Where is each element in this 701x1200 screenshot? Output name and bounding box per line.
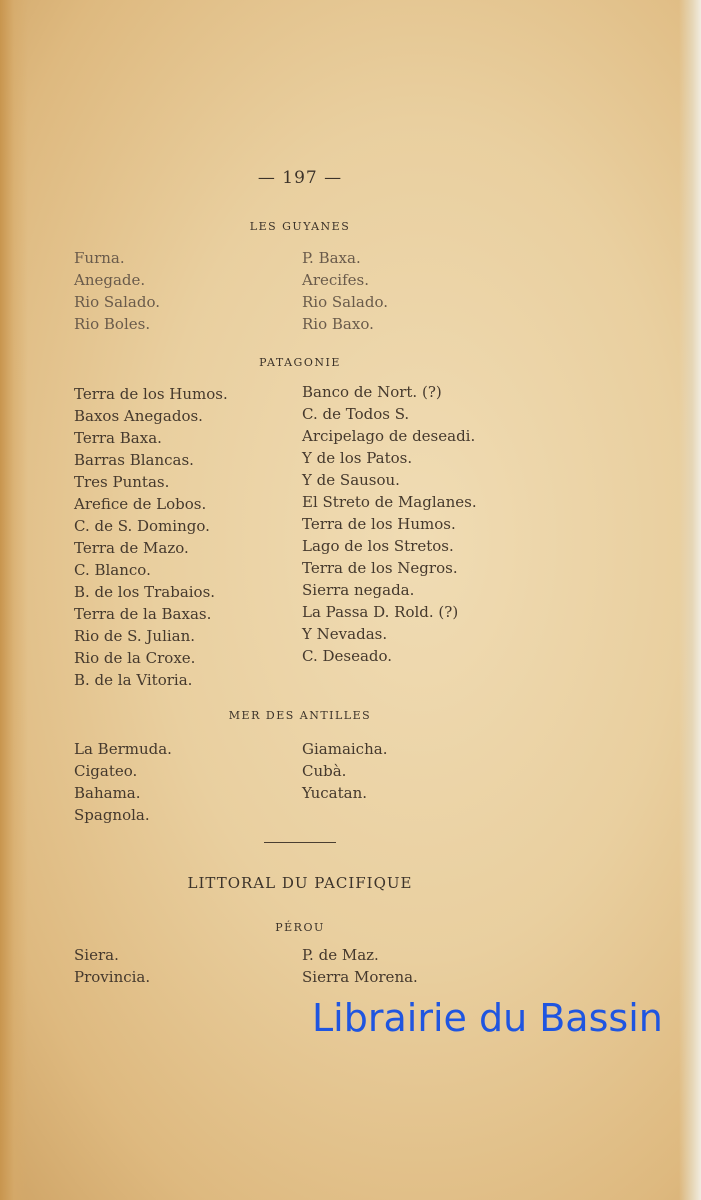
heading-guyanes: LES GUYANES: [249, 220, 351, 233]
list-item: Y de Sausou.: [302, 471, 400, 489]
list-item: Y Nevadas.: [302, 625, 388, 643]
list-item: Banco de Nort. (?): [302, 383, 442, 401]
list-item: Barras Blancas.: [74, 451, 194, 469]
list-item: Y de los Patos.: [302, 449, 413, 467]
list-item: Terra de los Humos.: [74, 385, 228, 403]
page-number: — 197 —: [257, 168, 343, 188]
list-item: Tres Puntas.: [74, 473, 170, 491]
heading-littoral-pacifique: LITTORAL DU PACIFIQUE: [187, 874, 413, 892]
list-item: Bahama.: [74, 784, 141, 802]
list-item: B. de la Vitoria.: [74, 671, 193, 689]
list-item: Arecifes.: [302, 271, 369, 289]
watermark-text: Librairie du Bassin: [312, 996, 663, 1040]
list-item: P. Baxa.: [302, 249, 361, 267]
heading-perou: PÉROU: [275, 921, 325, 934]
list-item: La Bermuda.: [74, 740, 172, 758]
list-item: C. de S. Domingo.: [74, 517, 210, 535]
page-edge-right: [679, 0, 701, 1200]
list-item: Rio Baxo.: [302, 315, 374, 333]
list-item: Furna.: [74, 249, 125, 267]
list-item: Rio Boles.: [74, 315, 151, 333]
list-item: P. de Maz.: [302, 946, 379, 964]
list-item: Arcipelago de deseadi.: [302, 427, 476, 445]
list-item: Sierra negada.: [302, 581, 415, 599]
list-item: Terra de los Humos.: [302, 515, 456, 533]
guyanes-right-column: [302, 247, 388, 335]
section-divider: [264, 842, 336, 843]
guyanes-left-column: [74, 247, 160, 335]
list-item: Rio de la Croxe.: [74, 649, 196, 667]
list-item: El Streto de Maglanes.: [302, 493, 477, 511]
list-item: Terra de los Negros.: [302, 559, 458, 577]
list-item: Spagnola.: [74, 806, 150, 824]
list-item: Terra Baxa.: [74, 429, 162, 447]
list-item: Arefice de Lobos.: [74, 495, 207, 513]
list-item: Rio de S. Julian.: [74, 627, 196, 645]
list-item: C. de Todos S.: [302, 405, 410, 423]
patagonie-right-column: [302, 381, 477, 667]
list-item: Provincia.: [74, 968, 151, 986]
list-item: Cigateo.: [74, 762, 138, 780]
list-item: Yucatan.: [302, 784, 368, 802]
patagonie-left-column: [74, 383, 228, 691]
list-item: C. Blanco.: [74, 561, 151, 579]
list-item: Terra de la Baxas.: [74, 605, 212, 623]
list-item: B. de los Trabaios.: [74, 583, 216, 601]
list-item: Baxos Anegados.: [74, 407, 203, 425]
list-item: Rio Salado.: [302, 293, 388, 311]
heading-patagonie: PATAGONIE: [259, 356, 341, 369]
list-item: Giamaicha.: [302, 740, 388, 758]
list-item: Anegade.: [74, 271, 146, 289]
list-item: C. Deseado.: [302, 647, 393, 665]
perou-left-column: [74, 944, 150, 988]
antilles-right-column: [302, 738, 387, 804]
list-item: Cubà.: [302, 762, 347, 780]
list-item: Terra de Mazo.: [74, 539, 189, 557]
list-item: Lago de los Stretos.: [302, 537, 454, 555]
list-item: Rio Salado.: [74, 293, 160, 311]
antilles-left-column: [74, 738, 172, 826]
list-item: La Passa D. Rold. (?): [302, 603, 459, 621]
perou-right-column: [302, 944, 418, 988]
list-item: Siera.: [74, 946, 119, 964]
heading-antilles: MER DES ANTILLES: [228, 709, 372, 722]
list-item: Sierra Morena.: [302, 968, 418, 986]
